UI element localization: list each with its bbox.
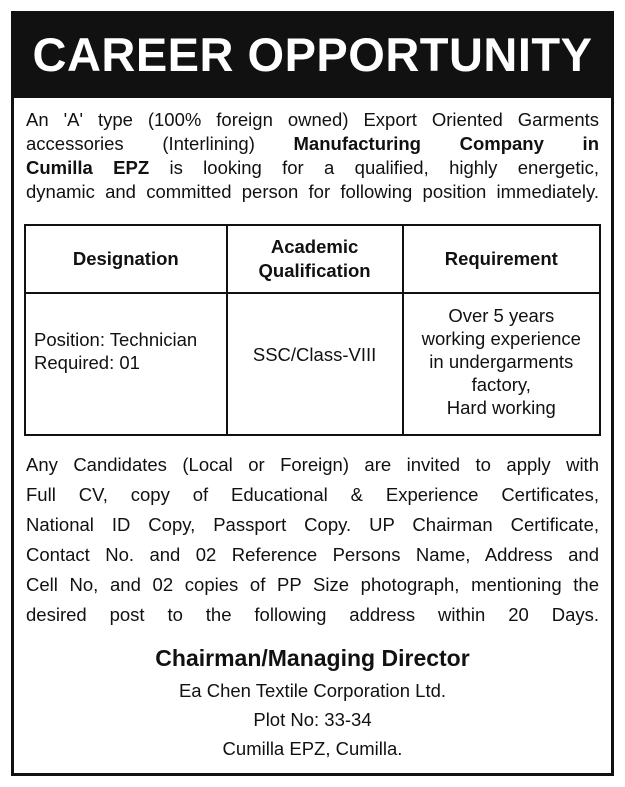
plot-number: Plot No: 33-34 [253, 709, 372, 730]
intro-text: accessories (Interlining) [26, 133, 294, 154]
qualification-header-line: Academic [270, 236, 359, 257]
requirement-line: working experience [421, 328, 581, 349]
designation-header: Designation [25, 225, 227, 293]
page-title: CAREER OPPORTUNITY [32, 28, 593, 81]
qualification-header [227, 225, 403, 293]
instruction-line: Any Candidates (Local or Foreign) are invited to apply with [26, 454, 599, 475]
intro-line: An 'A' type (100% foreign owned) Export Oriented Garments [26, 109, 599, 130]
requirement-line: Hard working [446, 397, 556, 418]
table-row [25, 293, 600, 435]
requirement-line: in undergarments [429, 351, 574, 372]
requirement-line: Over 5 years [448, 305, 555, 326]
contact-title: Chairman/Managing Director [155, 645, 470, 671]
location-text: Cumilla EPZ [26, 157, 150, 178]
intro-paragraph [26, 108, 599, 204]
position-table [24, 224, 601, 436]
contact-block [14, 642, 611, 763]
intro-line: dynamic and committed person for following position immediately. [26, 181, 599, 202]
required-count-text: Required: 01 [34, 352, 140, 373]
heading-banner [11, 11, 614, 98]
instruction-line: Contact No. and 02 Reference Persons Name, Address and [26, 544, 599, 565]
qualification-header-line: Qualification [258, 260, 371, 281]
intro-line [26, 132, 599, 156]
designation-cell [25, 293, 227, 435]
instruction-line: Cell No, and 02 copies of PP Size photograph, mentioning the [26, 574, 599, 595]
requirement-header: Requirement [403, 225, 600, 293]
address-location: Cumilla EPZ, Cumilla. [222, 738, 403, 759]
instruction-line: National ID Copy, Passport Copy. UP Chairman Certificate, [26, 514, 599, 535]
table-header-row [25, 225, 600, 293]
application-instructions [26, 450, 599, 630]
instruction-line: Full CV, copy of Educational & Experience Certificates, [26, 484, 599, 505]
instruction-line: desired post to the following address within 20 Days. [26, 604, 599, 625]
qualification-cell: SSC/Class-VIII [227, 293, 403, 435]
company-type-text: Manufacturing Company in [293, 133, 599, 154]
position-text: Position: Technician [34, 329, 198, 350]
requirement-line: factory, [471, 374, 531, 395]
intro-line [26, 156, 599, 180]
requirement-cell [403, 293, 600, 435]
intro-text: is looking for a qualified, highly energetic, [149, 157, 599, 178]
company-name: Ea Chen Textile Corporation Ltd. [178, 680, 447, 701]
